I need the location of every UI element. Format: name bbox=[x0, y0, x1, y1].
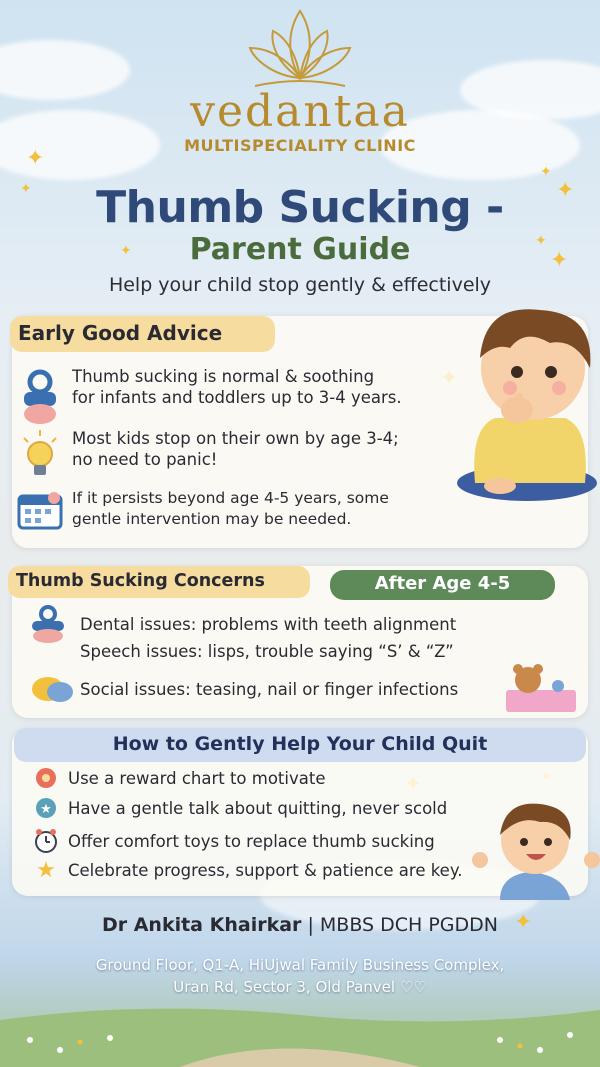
calendar-icon bbox=[16, 488, 64, 532]
item-line: Thumb sucking is normal & soothing bbox=[72, 367, 375, 386]
page-title: Thumb Sucking - bbox=[96, 182, 504, 233]
child-thumb-sucking-illustration bbox=[455, 288, 600, 508]
concerns-heading: Thumb Sucking Concerns bbox=[8, 566, 310, 598]
sparkle-icon: ✦ bbox=[535, 233, 547, 249]
address-line: Uran Rd, Sector 3, Old Panvel ♡♡ bbox=[173, 978, 427, 996]
item-line: gentle intervention may be needed. bbox=[72, 510, 352, 528]
sparkle-icon: ✦ bbox=[20, 181, 32, 197]
brand-name: vedantaa bbox=[190, 86, 410, 137]
sparkle-icon: ✦ bbox=[550, 248, 569, 273]
list-item bbox=[34, 828, 435, 854]
speech-bubble-icon bbox=[30, 672, 74, 706]
item-text: Celebrate progress, support & patience are key. bbox=[68, 861, 463, 880]
sparkle-icon: ✦ bbox=[540, 164, 552, 180]
list-item bbox=[34, 860, 463, 881]
doctor-credit bbox=[0, 910, 600, 936]
list-item bbox=[80, 641, 454, 662]
item-text: Use a reward chart to motivate bbox=[68, 768, 326, 788]
page-subtitle: Parent Guide bbox=[189, 232, 411, 267]
item-text: Offer comfort toys to replace thumb sucking bbox=[68, 831, 435, 851]
list-item bbox=[18, 428, 399, 484]
item-text: Social issues: teasing, nail or finger infections bbox=[80, 679, 459, 699]
list-item bbox=[34, 796, 447, 820]
pacifier-icon bbox=[26, 604, 70, 644]
tagline: Help your child stop gently & effectively bbox=[108, 274, 492, 296]
sparkle-icon: ✦ bbox=[514, 910, 533, 935]
list-item bbox=[26, 604, 456, 644]
item-line: no need to panic! bbox=[72, 450, 218, 469]
pacifier-icon bbox=[18, 366, 62, 426]
list-item bbox=[30, 672, 458, 706]
list-item bbox=[34, 766, 325, 790]
age-badge: After Age 4-5 bbox=[330, 570, 555, 600]
sparkle-icon: ✦ bbox=[26, 146, 45, 171]
item-line: Most kids stop on their own by age 3-4; bbox=[72, 429, 399, 448]
item-line: If it persists beyond age 4-5 years, some bbox=[72, 489, 389, 507]
star-icon: ★ bbox=[36, 858, 56, 883]
early-advice-heading: Early Good Advice bbox=[10, 316, 275, 352]
list-item bbox=[16, 488, 389, 532]
item-line: for infants and toddlers up to 3-4 years. bbox=[72, 388, 402, 407]
lotus-icon bbox=[225, 6, 375, 96]
sparkle-icon: ✦ bbox=[120, 243, 132, 259]
clock-icon bbox=[34, 828, 58, 854]
reward-icon bbox=[34, 766, 58, 790]
happy-child-illustration bbox=[470, 790, 600, 900]
svg-text:★: ★ bbox=[40, 802, 52, 817]
teddy-bear-icon bbox=[500, 660, 580, 715]
sparkle-icon: ✦ bbox=[556, 178, 575, 203]
brand-subtitle: MULTISPECIALITY CLINIC bbox=[184, 136, 416, 155]
lightbulb-icon bbox=[18, 428, 62, 484]
help-heading: How to Gently Help Your Child Quit bbox=[14, 728, 586, 762]
star-badge-icon bbox=[34, 796, 58, 820]
list-item bbox=[18, 366, 402, 426]
item-text: Speech issues: lisps, trouble saying “S’ & “Z” bbox=[80, 642, 454, 661]
item-text: Have a gentle talk about quitting, never scold bbox=[68, 798, 448, 818]
item-text: Dental issues: problems with teeth alignment bbox=[80, 614, 457, 634]
doctor-name: Dr Ankita Khairkar bbox=[101, 914, 302, 936]
meadow-decoration bbox=[0, 990, 600, 1067]
doctor-qualifications: | MBBS DCH PGDDN bbox=[307, 914, 499, 936]
address-line: Ground Floor, Q1-A, HiUjwal Family Business Complex, bbox=[95, 956, 505, 974]
clinic-logo bbox=[0, 6, 600, 155]
